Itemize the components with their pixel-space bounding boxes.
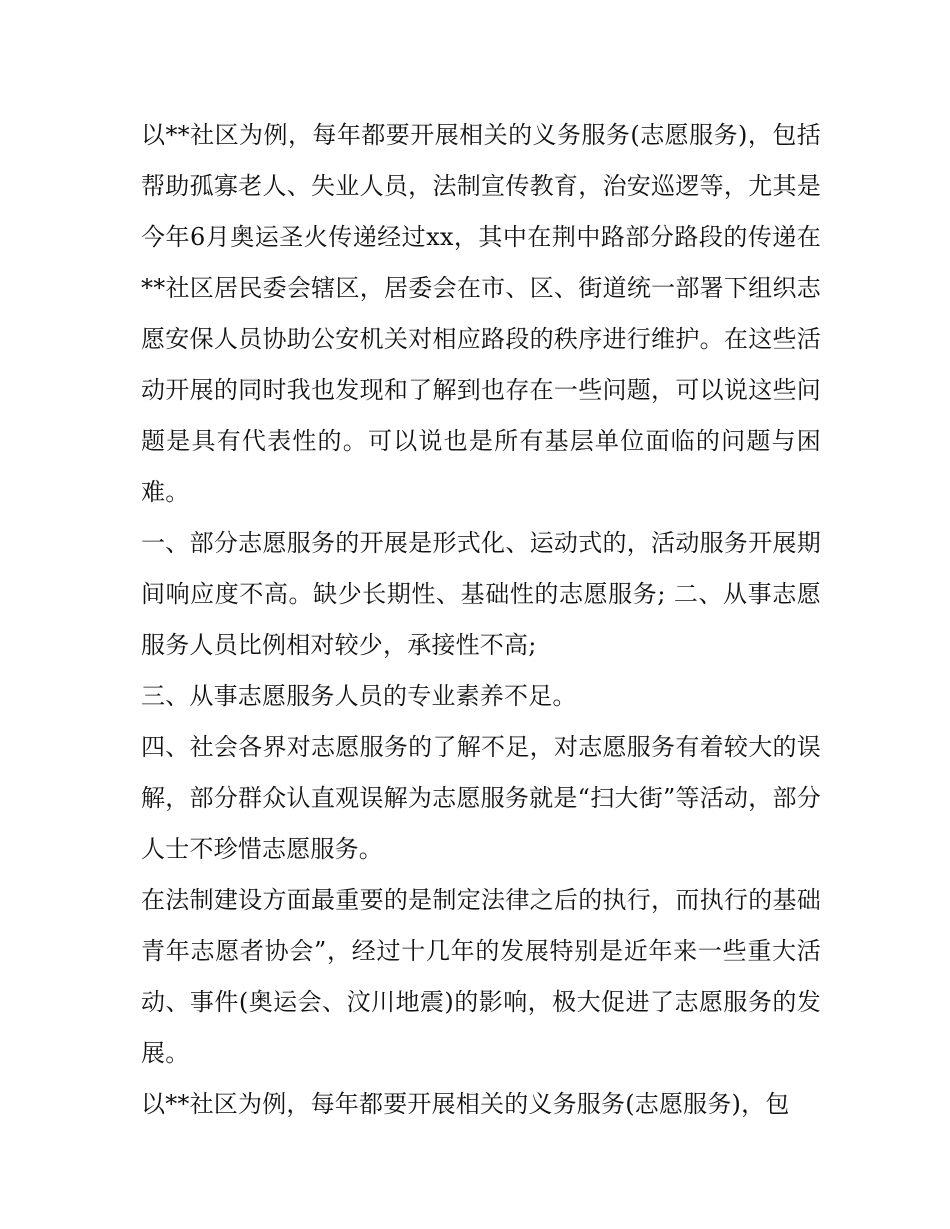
paragraph-1: 以**社区为例，每年都要开展相关的义务服务(志愿服务)，包括帮助孤寡老人、失业人员，法制宣传教育，治安巡逻等，尤其是今年6月奥运圣火传递经过xx，其中在荆中路部分路段的传递在**社区居民委会辖区，居委会在市、区、街道统一部署下组织志愿安保人员协助公安机关对相应路段的秩序进行维护。在这些活动开展的同时我也发现和了解到也存在一些问题，可以说这些问题是具有代表性的。可以说也是所有基层单位面临的问题与困难。 [141, 121, 821, 506]
document-body [141, 110, 821, 1130]
paragraph-5: 在法制建设方面最重要的是制定法律之后的执行，而执行的基础青年志愿者协会”，经过十几年的发展特别是近年来一些重大活动、事件(奥运会、汶川地震)的影响，极大促进了志愿服务的发展。 [141, 886, 821, 1067]
paragraph-6: 以**社区为例，每年都要开展相关的义务服务(志愿服务)，包 [141, 1090, 790, 1118]
paragraph-3: 三、从事志愿服务人员的专业素养不足。 [141, 682, 577, 710]
paragraph-4: 四、社会各界对志愿服务的了解不足，对志愿服务有着较大的误解，部分群众认直观误解为志愿服务就是“扫大街”等活动，部分人士不珍惜志愿服务。 [141, 733, 821, 863]
paragraph-2: 一、部分志愿服务的开展是形式化、运动式的，活动服务开展期间响应度不高。缺少长期性、基础性的志愿服务; 二、从事志愿服务人员比例相对较少，承接性不高; [141, 529, 821, 659]
